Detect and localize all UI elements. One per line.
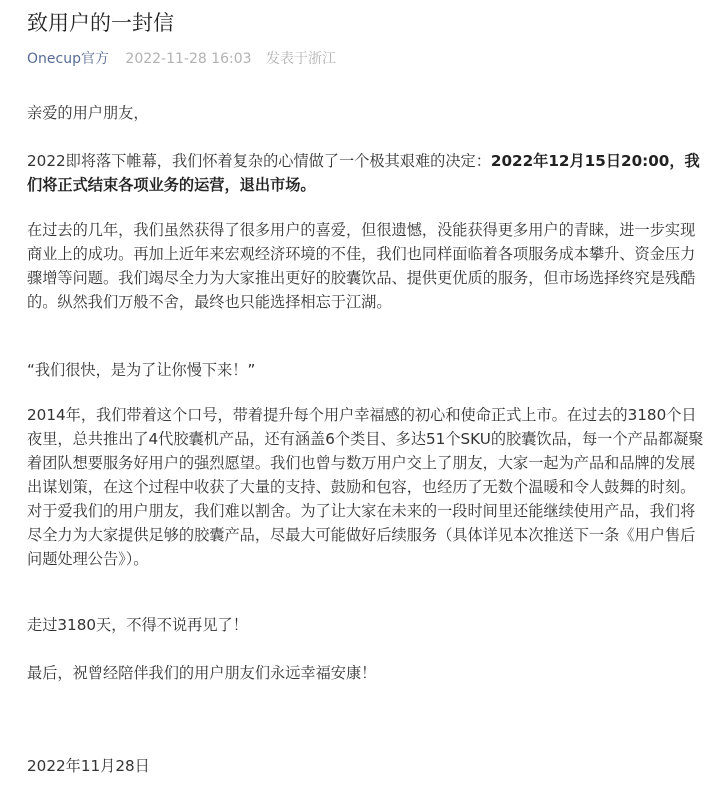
signature-date: 2022年11月28日 xyxy=(27,757,150,775)
decision-paragraph xyxy=(27,149,707,197)
decision-bold-text: 2022年12月15日20:00，我们将正式结束各项业务的运营，退出市场。 xyxy=(27,152,700,194)
history-paragraph: 2014年，我们带着这个口号，带着提升每个用户幸福感的初心和使命正式上市。在过去的3180个日夜里，总共推出了4代胶囊机产品，还有涵盖6个类目、多达51个SKU的胶囊饮品，每一个产品都凝聚着团队想要服务好用户的强烈愿望。我们也曾与数万用户交上了朋友，大家一起为产品和品牌的发展出谋划策，在这个过程中收获了大量的支持、鼓励和包容，也经历了无数个温暖和令人鼓舞的时刻。对于爱我们的用户朋友，我们难以割舍。为了让大家在未来的一段时间里还能继续使用产品，我们将尽全力为大家提供足够的胶囊产品，尽最大可能做好后续服务（具体详见本次推送下一条《用户售后问题处理公告》）。 xyxy=(27,406,704,568)
slogan-paragraph: “我们很快，是为了让你慢下来！” xyxy=(27,361,256,379)
past-years-paragraph: 在过去的几年，我们虽然获得了很多用户的喜爱，但很遗憾，没能获得更多用户的青睐，进一步实现商业上的成功。再加上近年来宏观经济环境的不佳，我们也同样面临着各项服务成本攀升、资金压力骤增等问题。我们竭尽全力为大家推出更好的胶囊饮品、提供更优质的服务，但市场选择终究是残酷的。纵然我们万般不舍，最终也只能选择相忘于江湖。 xyxy=(27,221,696,311)
farewell-paragraph: 走过3180天，不得不说再见了！ xyxy=(27,616,248,634)
blessing-paragraph: 最后，祝曾经陪伴我们的用户朋友们永远幸福安康！ xyxy=(27,664,377,682)
decision-intro-text: 2022即将落下帷幕，我们怀着复杂的心情做了一个极其艰难的决定： xyxy=(27,152,491,170)
publish-location: 发表于浙江 xyxy=(266,51,337,67)
article-title: 致用户的一封信 xyxy=(27,11,174,35)
greeting-paragraph: 亲爱的用户朋友， xyxy=(27,104,149,122)
publish-time: 2022-11-28 16:03 xyxy=(125,51,252,67)
article-meta xyxy=(27,49,346,69)
author-link[interactable]: Onecup官方 xyxy=(27,51,109,67)
